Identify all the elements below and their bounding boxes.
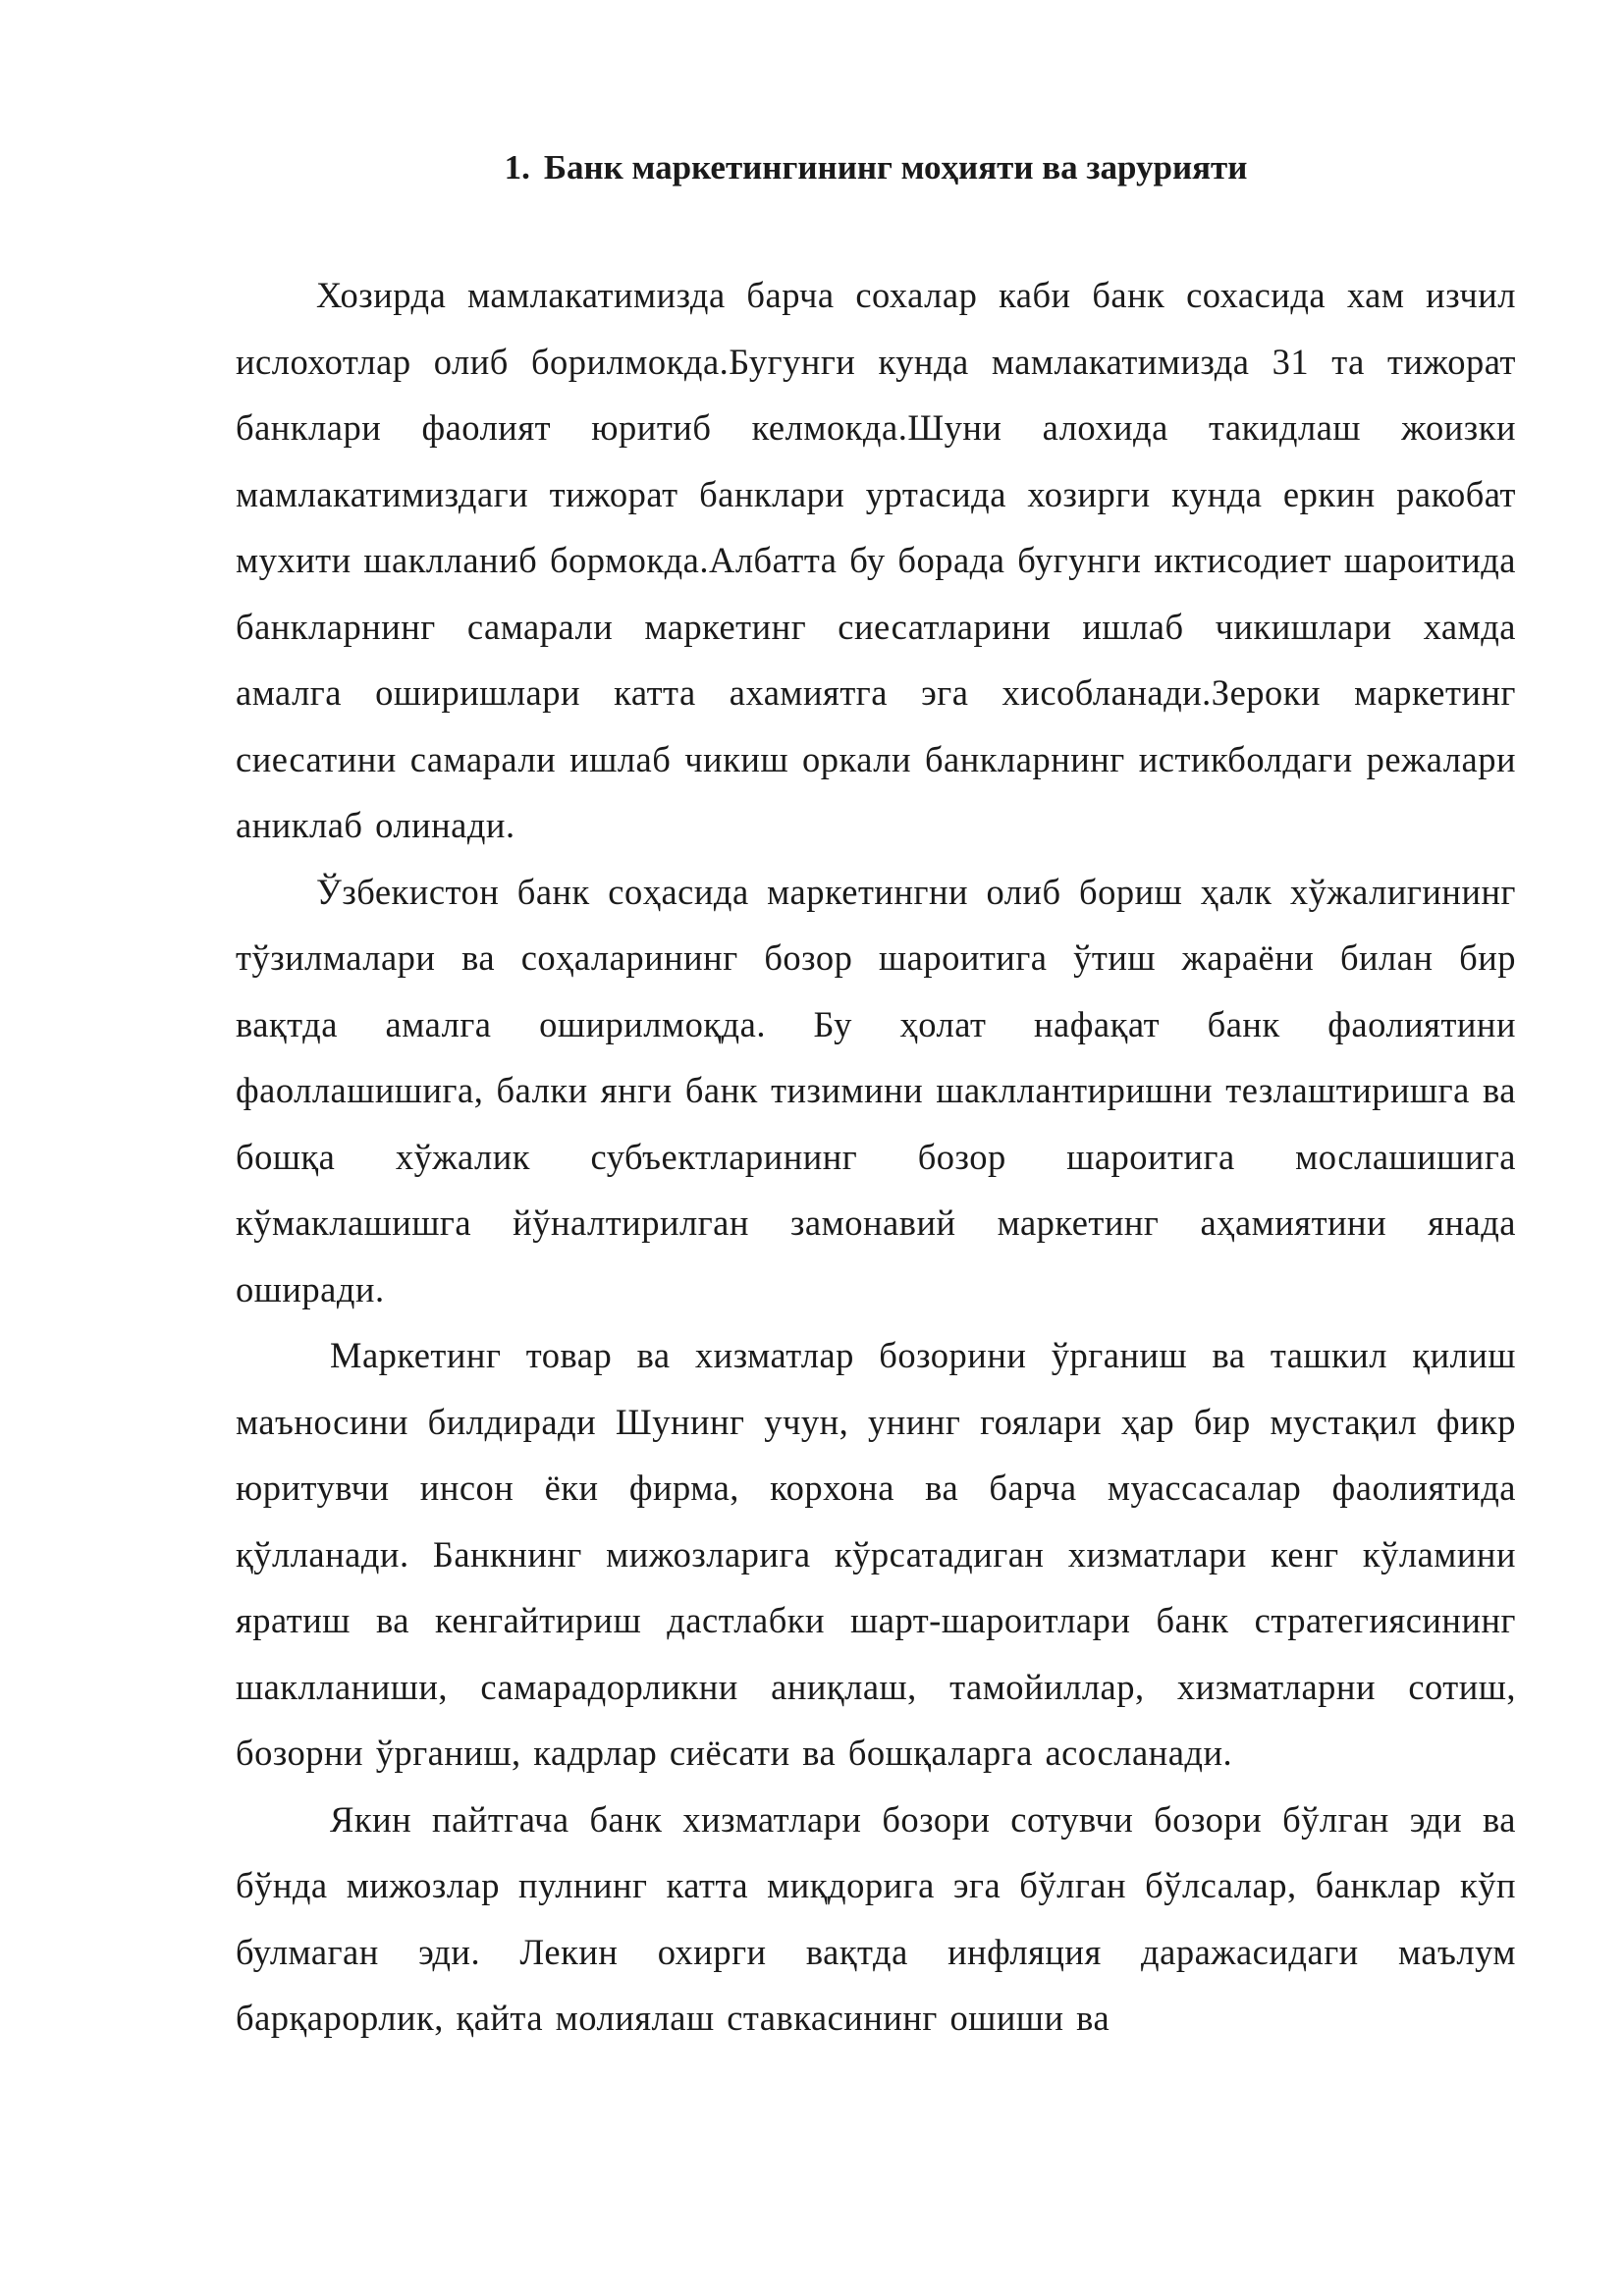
paragraph-2: Ўзбекистон банк соҳасида маркетингни олиб бориш ҳалк хўжалигининг тўзилмалари ва соҳаларининг бозор шароитига ўтиш жараёни билан бир вақтда амалга оширилмоқда. Бу ҳолат нафақат банк фаолиятини фаоллашишига, балки янги банк тизимини шакллантиришни тезлаштиришга ва бошқа хўжалик субъектларининг бозор шароитига мослашишига кўмаклашишга йўналтирилган замонавий маркетинг аҳамиятини янада оширади. (236, 871, 1516, 1309)
document-page (236, 147, 1516, 2052)
section-title: Банк маркетингининг моҳияти ва зарурияти (543, 148, 1248, 187)
paragraph-4: Якин пайтгача банк хизматлари бозори сотувчи бозори бўлган эди ва бўнда мижозлар пулнинг катта миқдорига эга бўлган бўлсалар, банклар кўп булмаган эди. Лекин охирги вақтда инфляция даражасидаги маълум барқарорлик, қайта молиялаш ставкасининг ошиши ва (236, 1798, 1516, 2038)
paragraph-1: Хозирда мамлакатимизда барча сохалар каби банк сохасида хам изчил ислохотлар олиб борилмокда.Бугунги кунда мамлакатимизда 31 та тижорат банклари фаолият юритиб келмокда.Шуни алохида такидлаш жоизки мамлакатимиздаги тижорат банклари уртасида хозирги кунда еркин ракобат мухити шаклланиб бормокда.Албатта бу борада бугунги иктисодиет шароитида банкларнинг самарали маркетинг сиесатларини ишлаб чикишлари хамда амалга оширишлари катта ахамиятга эга хисобланади.Зероки маркетинг сиесатини самарали ишлаб чикиш оркали банкларнинг истикболдаги режалари аниклаб олинади. (236, 275, 1516, 845)
section-number: 1. (504, 148, 530, 187)
paragraph-3: Маркетинг товар ва хизматлар бозорини ўрганиш ва ташкил қилиш маъносини билдиради Шунинг учун, унинг гоялари ҳар бир мустақил фикр юритувчи инсон ёки фирма, корхона ва барча муассасалар фаолиятида қўлланади. Банкнинг мижозларига кўрсатадиган хизматлари кенг кўламини яратиш ва кенгайтириш дастлабки шарт-шароитлари банк стратегиясининг шаклланиши, самарадорликни аниқлаш, тамойиллар, хизматларни сотиш, бозорни ўрганиш, кадрлар сиёсати ва бошқаларга асосланади. (236, 1335, 1516, 1773)
section-heading (236, 147, 1516, 188)
